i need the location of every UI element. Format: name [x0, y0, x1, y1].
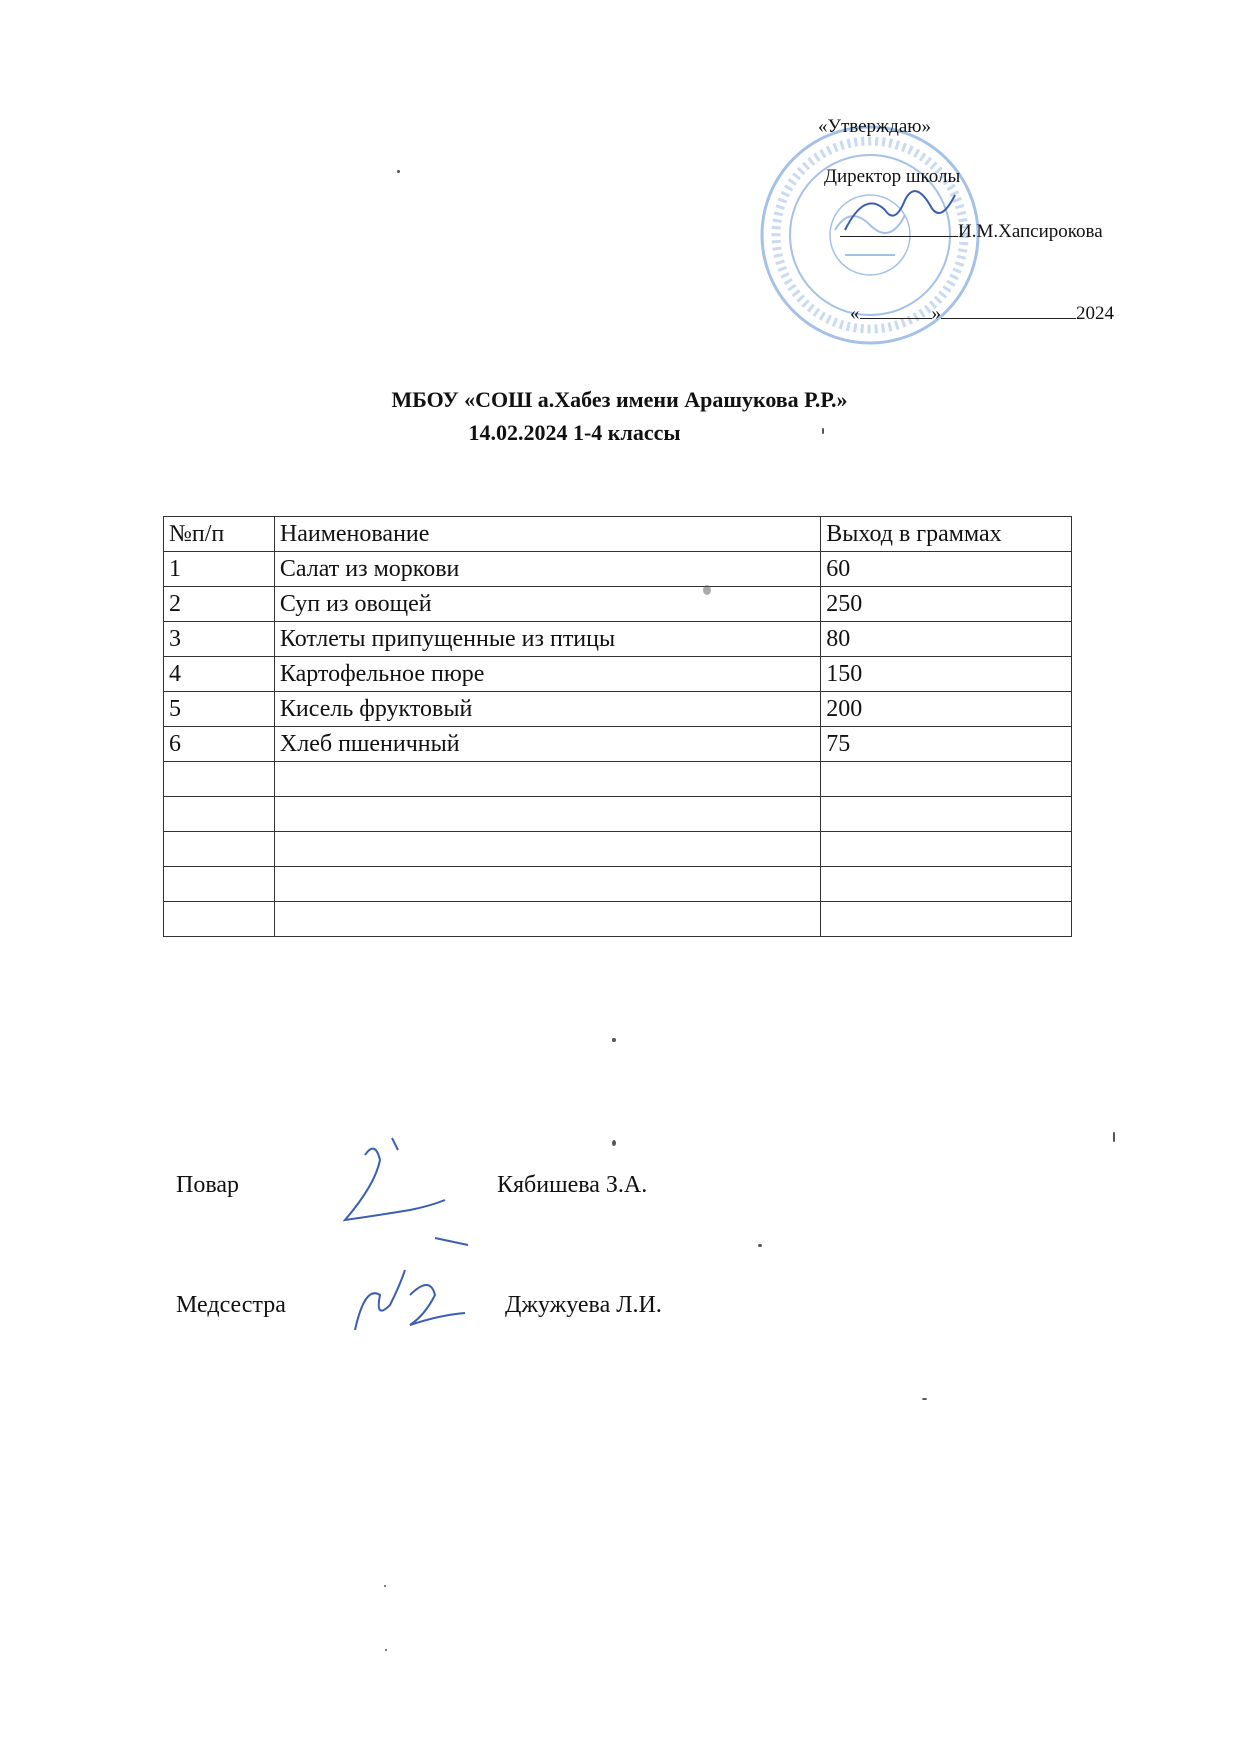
cell-number: [164, 867, 275, 902]
cell-number: [164, 762, 275, 797]
table-row-empty: [164, 902, 1072, 937]
cell-yield: 150: [821, 657, 1072, 692]
nurse-signature: [345, 1255, 475, 1345]
approve-label: «Утверждаю»: [818, 116, 931, 137]
column-header-number: №п/п: [164, 517, 275, 552]
cell-yield: 200: [821, 692, 1072, 727]
date-year: 2024: [1076, 303, 1114, 324]
cell-number: [164, 832, 275, 867]
cell-dish: [274, 797, 820, 832]
cell-yield: [821, 762, 1072, 797]
table-row: [164, 622, 1072, 657]
menu-table: [163, 516, 1072, 937]
table-row-empty: [164, 832, 1072, 867]
scan-speck: [1113, 1132, 1115, 1142]
table-header-row: [164, 517, 1072, 552]
cell-dish: Салат из моркови: [274, 552, 820, 587]
cell-number: 3: [164, 622, 275, 657]
nurse-name: Джужуева Л.И.: [505, 1292, 662, 1318]
cell-dish: [274, 867, 820, 902]
cell-dish: [274, 832, 820, 867]
month-blank: [941, 300, 1076, 319]
cell-dish: Котлеты припущенные из птицы: [274, 622, 820, 657]
cell-number: [164, 797, 275, 832]
cell-yield: [821, 797, 1072, 832]
document-title: [0, 383, 1239, 449]
cell-yield: [821, 902, 1072, 937]
cell-dish: [274, 762, 820, 797]
nurse-role: Медсестра: [176, 1292, 286, 1318]
cook-role: Повар: [176, 1172, 239, 1198]
cell-number: 4: [164, 657, 275, 692]
day-blank: [860, 300, 932, 319]
cell-dish: [274, 902, 820, 937]
date-quote-open: «: [850, 303, 860, 324]
cell-dish: Кисель фруктовый: [274, 692, 820, 727]
cell-number: 2: [164, 587, 275, 622]
cell-yield: [821, 832, 1072, 867]
cell-number: 1: [164, 552, 275, 587]
scan-speck: [822, 428, 824, 434]
scan-speck: [384, 1585, 386, 1587]
table-row: [164, 657, 1072, 692]
column-header-yield: Выход в граммах: [821, 517, 1072, 552]
cell-yield: 250: [821, 587, 1072, 622]
scan-speck: [922, 1398, 927, 1400]
cook-signature: [320, 1130, 470, 1250]
director-signature: [835, 170, 975, 260]
table-row: [164, 587, 1072, 622]
cell-dish: Картофельное пюре: [274, 657, 820, 692]
cell-yield: 60: [821, 552, 1072, 587]
cell-yield: [821, 867, 1072, 902]
scan-speck: [612, 1038, 616, 1042]
director-position: Директор школы: [824, 166, 961, 187]
scan-speck: [612, 1140, 616, 1146]
scan-speck: [385, 1649, 387, 1651]
cell-number: 6: [164, 727, 275, 762]
cell-number: [164, 902, 275, 937]
table-row-empty: [164, 797, 1072, 832]
column-header-name: Наименование: [274, 517, 820, 552]
cell-dish: Хлеб пшеничный: [274, 727, 820, 762]
date-and-classes: 14.02.2024 1-4 классы: [468, 420, 681, 445]
cell-yield: 80: [821, 622, 1072, 657]
scan-speck: [703, 585, 711, 595]
table-row: [164, 552, 1072, 587]
date-quote-close: »: [931, 303, 941, 324]
scan-speck: [758, 1244, 762, 1247]
table-row: [164, 692, 1072, 727]
director-name: И.М.Хапсирокова: [958, 221, 1103, 242]
table-row-empty: [164, 867, 1072, 902]
cell-yield: 75: [821, 727, 1072, 762]
table-row-empty: [164, 762, 1072, 797]
cell-number: 5: [164, 692, 275, 727]
scan-speck: [397, 170, 400, 173]
school-name: МБОУ «СОШ а.Хабез имени Арашукова Р.Р.»: [391, 387, 848, 412]
table-row: [164, 727, 1072, 762]
approval-date: [850, 300, 1114, 325]
cell-dish: Суп из овощей: [274, 587, 820, 622]
cook-name: Кябишева З.А.: [497, 1172, 648, 1198]
